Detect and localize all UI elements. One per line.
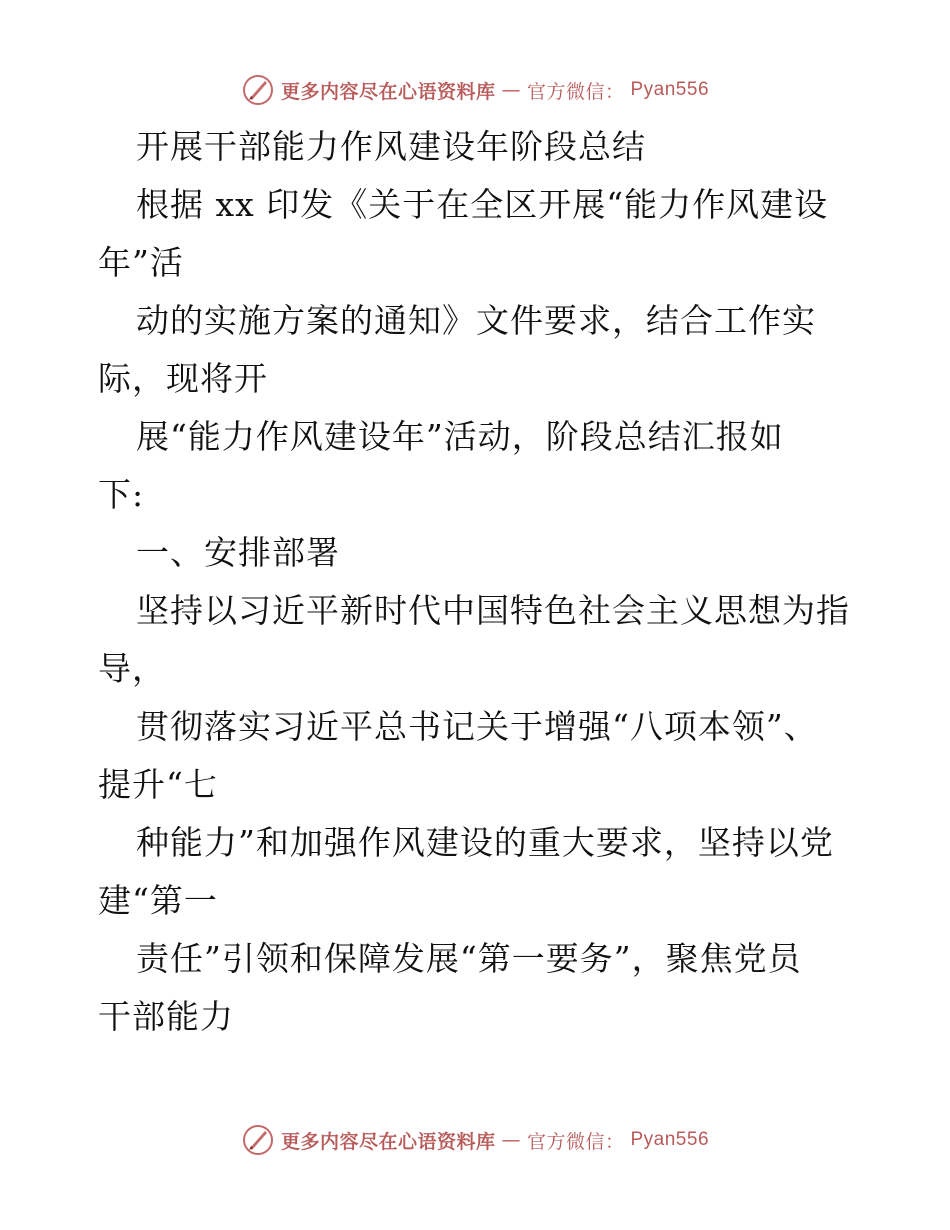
- wechat-account: Pyan556: [630, 1129, 710, 1150]
- paragraph-line: 提升“七: [98, 765, 218, 804]
- site-name: 更多内容尽在心语资料库: [280, 1130, 496, 1153]
- paragraph-line: 下:: [98, 475, 145, 514]
- wechat-account: Pyan556: [630, 79, 710, 100]
- quill-pen-logo-icon: [241, 1123, 275, 1157]
- wechat-label: 官方微信：: [526, 1130, 625, 1153]
- paragraph-line: 贯彻落实习近平总书记关于增强“八项本领”、: [136, 707, 818, 746]
- paragraph-line: 展“能力作风建设年”活动，阶段总结汇报如: [136, 417, 784, 456]
- section-heading: 一、安排部署: [136, 533, 340, 572]
- paragraph-line: 责任”引领和保障发展“第一要务”，聚焦党员: [136, 939, 802, 978]
- wechat-label: 官方微信：: [526, 80, 625, 103]
- paragraph-line: 建“第一: [98, 881, 218, 920]
- paragraph-line: 导，: [98, 649, 166, 688]
- quill-pen-logo-icon: [241, 73, 275, 107]
- site-name: 更多内容尽在心语资料库: [280, 80, 496, 103]
- document-body: [98, 118, 868, 1046]
- paragraph-line: 坚持以习近平新时代中国特色社会主义思想为指: [136, 591, 850, 630]
- separator-dash: —: [501, 79, 521, 101]
- paragraph-line: 干部能力: [98, 997, 234, 1036]
- paragraph-line: 种能力”和加强作风建设的重大要求，坚持以党: [136, 823, 834, 862]
- separator-dash: —: [501, 1129, 521, 1151]
- document-title: 开展干部能力作风建设年阶段总结: [136, 127, 646, 166]
- paragraph-line: 根据 xx 印发《关于在全区开展“能力作风建设: [136, 185, 829, 224]
- paragraph-line: 际，现将开: [98, 359, 268, 398]
- footer-watermark-banner: [0, 1120, 950, 1160]
- paragraph-line: 年”活: [98, 243, 184, 282]
- header-watermark-banner: [0, 70, 950, 110]
- paragraph-line: 动的实施方案的通知》文件要求，结合工作实: [136, 301, 816, 340]
